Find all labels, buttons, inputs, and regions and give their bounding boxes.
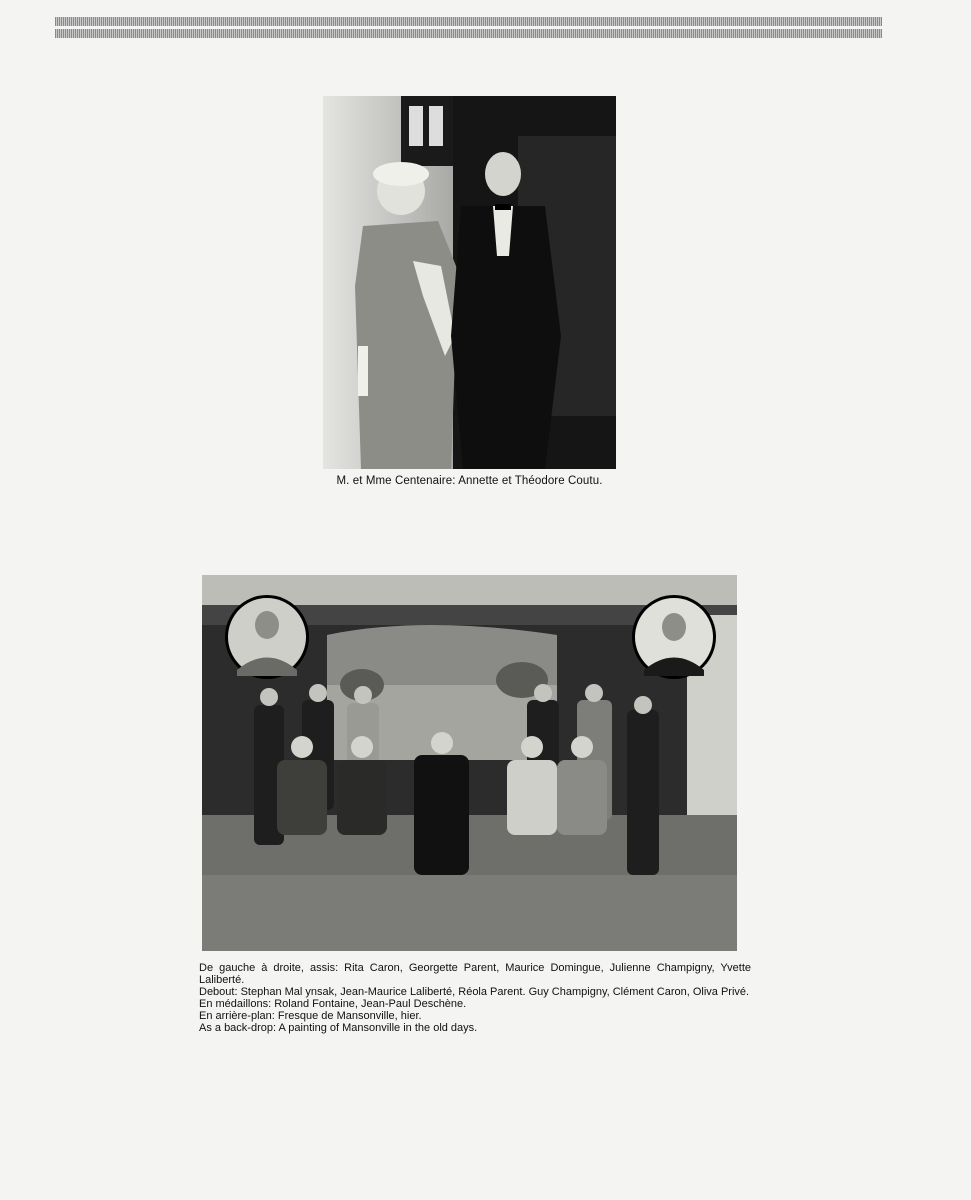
couple-photo — [323, 96, 616, 469]
group-photo — [202, 575, 737, 951]
caption-line-backdrop-fr: En arrière-plan: Fresque de Mansonville, hier. — [199, 1010, 422, 1022]
caption-line-seated: De gauche à droite, assis: Rita Caron, Georgette Parent, Maurice Domingue, Julienne Champigny, Yvette Laliberté. — [199, 962, 751, 986]
caption-line-standing: Debout: Stephan Mal ynsak, Jean-Maurice Laliberté, Réola Parent. Guy Champigny, Clément Caron, Oliva Privé. — [199, 986, 750, 998]
header-rule-bottom — [55, 29, 882, 38]
couple-photo-caption: M. et Mme Centenaire: Annette et Théodore Coutu. — [336, 475, 603, 487]
caption-line-medallions: En médaillons: Roland Fontaine, Jean-Paul Deschène. — [199, 998, 467, 1010]
group-photo-caption — [199, 962, 751, 1034]
header-rule-top — [55, 17, 882, 26]
caption-line-backdrop-en: As a back-drop: A painting of Mansonville in the old days. — [199, 1022, 478, 1034]
